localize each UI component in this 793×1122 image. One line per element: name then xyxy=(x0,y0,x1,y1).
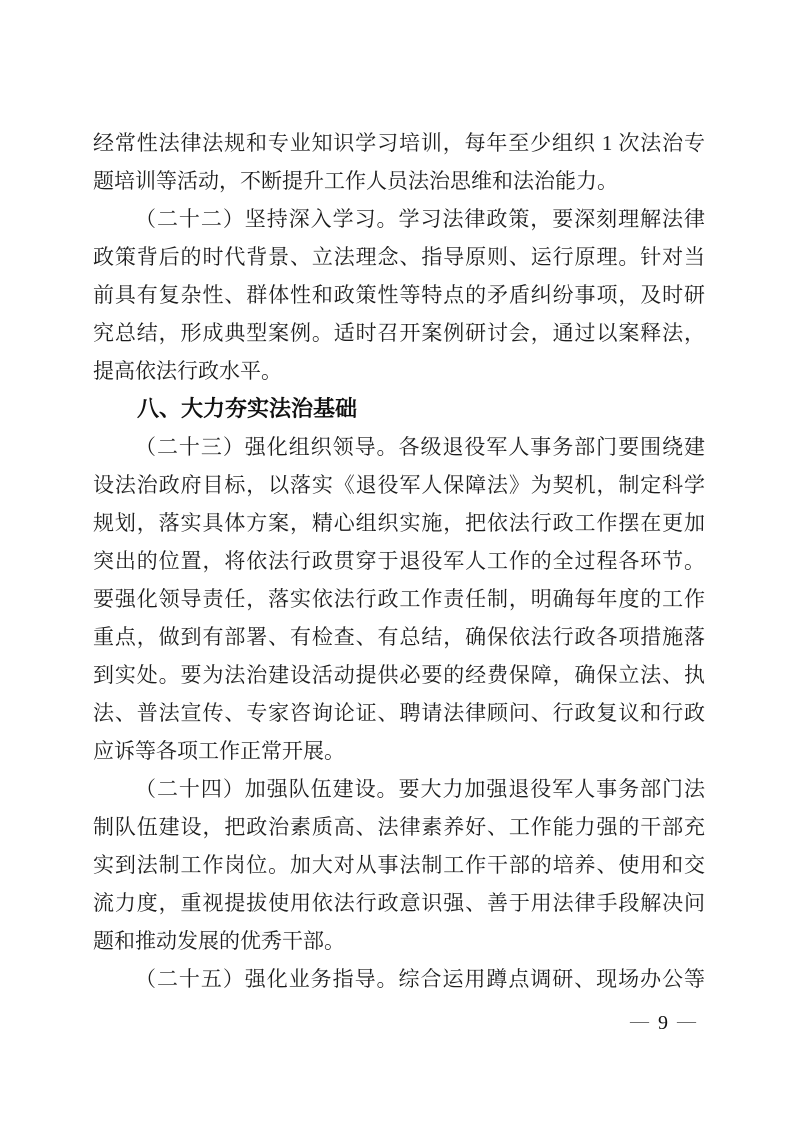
text-line: 提高依法行政水平。 xyxy=(93,359,282,383)
text-line: 法、普法宣传、专家咨询论证、聘请法律顾问、行政复议和行政 xyxy=(93,701,705,725)
text-line: 重点，做到有部署、有检查、有总结，确保依法行政各项措施落 xyxy=(93,625,705,649)
text-line: 要强化领导责任，落实依法行政工作责任制，明确每年度的工作 xyxy=(93,587,705,611)
page-number: 9 xyxy=(658,1012,668,1034)
text-line: 究总结，形成典型案例。适时召开案例研讨会，通过以案释法， xyxy=(93,321,705,345)
text-line: 政策背后的时代背景、立法理念、指导原则、运行原理。针对当 xyxy=(93,245,705,269)
text-line: 实到法制工作岗位。加大对从事法制工作干部的培养、使用和交 xyxy=(93,853,705,877)
page-footer xyxy=(621,1008,705,1039)
text-line: （二十二）坚持深入学习。学习法律政策，要深刻理解法律 xyxy=(135,207,705,231)
text-line: 突出的位置，将依法行政贯穿于退役军人工作的全过程各环节。 xyxy=(93,549,705,573)
section-heading: 八、大力夯实法治基础 xyxy=(137,396,358,421)
text-line: 经常性法律法规和专业知识学习培训，每年至少组织 1 次法治专 xyxy=(93,131,705,155)
text-line: （二十四）加强队伍建设。要大力加强退役军人事务部门法 xyxy=(135,777,705,801)
text-line: 应诉等各项工作正常开展。 xyxy=(93,739,345,763)
text-line: 规划，落实具体方案，精心组织实施，把依法行政工作摆在更加 xyxy=(93,511,705,535)
text-line: （二十三）强化组织领导。各级退役军人事务部门要围绕建 xyxy=(135,435,705,459)
footer-dash-left: — xyxy=(630,1011,649,1032)
text-line: 前具有复杂性、群体性和政策性等特点的矛盾纠纷事项，及时研 xyxy=(93,283,705,307)
text-line: 题和推动发展的优秀干部。 xyxy=(93,929,345,953)
footer-dash-right: — xyxy=(677,1011,696,1032)
text-line: 流力度，重视提拔使用依法行政意识强、善于用法律手段解决问 xyxy=(93,891,705,915)
text-line: （二十五）强化业务指导。综合运用蹲点调研、现场办公等 xyxy=(135,967,705,991)
text-line: 制队伍建设，把政治素质高、法律素养好、工作能力强的干部充 xyxy=(93,815,705,839)
document-body xyxy=(93,124,705,998)
text-line: 设法治政府目标，以落实《退役军人保障法》为契机，制定科学 xyxy=(93,473,705,497)
text-line: 题培训等活动，不断提升工作人员法治思维和法治能力。 xyxy=(93,169,618,193)
text-line: 到实处。要为法治建设活动提供必要的经费保障，确保立法、执 xyxy=(93,663,705,687)
